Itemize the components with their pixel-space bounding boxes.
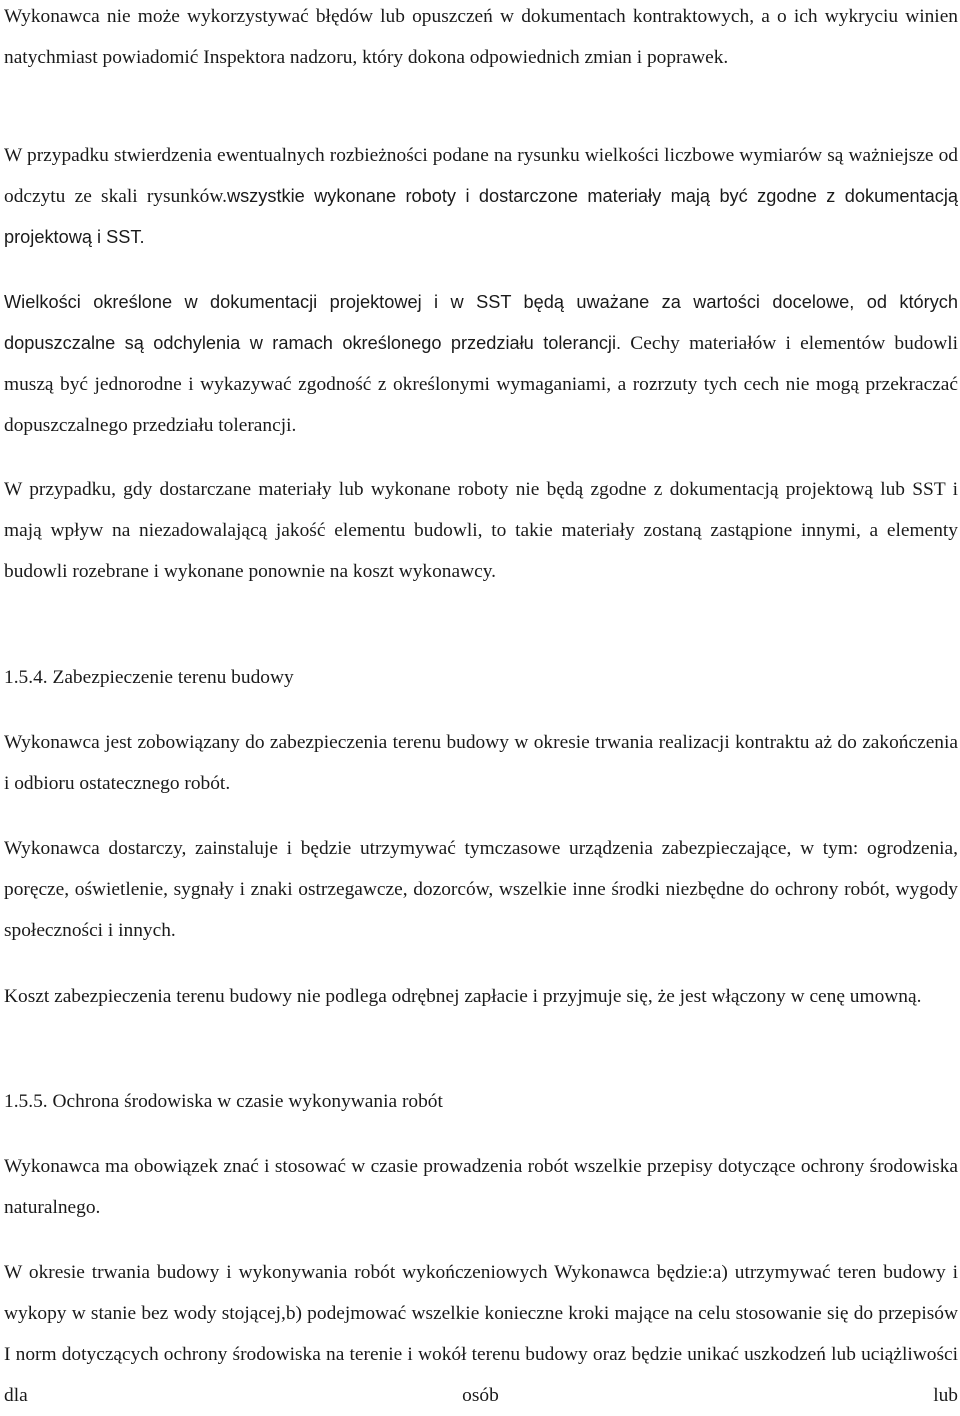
paragraph-tolerances-sans-text: Wielkości określone w dokumentacji projektowej i w SST będą uważane za wartości docelowe, od których dopuszczalne są odchylenia w ramach określonego przedziału tolerancji.: [4, 292, 958, 353]
paragraph-drawing-dimensions: [4, 135, 958, 258]
paragraph-tolerances: [4, 282, 958, 446]
paragraph-drawing-dimensions-text: W przypadku stwierdzenia ewentualnych rozbieżności podane na rysunku wielkości liczbowe wymiarów są ważniejsze od odczytu ze skali rysunków.: [4, 145, 958, 207]
paragraph-environment-obligation: Wykonawca ma obowiązek znać i stosować w czasie prowadzenia robót wszelkie przepisy dotyczące ochrony środowiska naturalnego.: [4, 1156, 958, 1218]
paragraph-security-devices: Wykonawca dostarczy, zainstaluje i będzie utrzymywać tymczasowe urządzenia zabezpieczające, w tym: ogrodzenia, poręcze, oświetlenie, sygnały i znaki ostrzegawcze, dozorców, wszelkie inne środki niezbędne do ochrony robót, wygody społeczności i innych.: [4, 838, 958, 941]
section-heading-1-5-4: 1.5.4. Zabezpieczenie terenu budowy: [4, 667, 294, 688]
paragraph-drawing-dimensions-sans-text: wszystkie wykonane roboty i dostarczone materiały mają być zgodne z dokumentacją projektową i SST.: [4, 186, 958, 247]
paragraph-tolerances-text: Cechy materiałów i elementów budowli muszą być jednorodne i wykazywać zgodność z określonymi wymaganiami, a rozrzuty tych cech nie mogą przekraczać dopuszczalnego przedziału tolerancji.: [4, 333, 958, 436]
paragraph-site-security: Wykonawca jest zobowiązany do zabezpieczenia terenu budowy w okresie trwania realizacji kontraktu aż do zakończenia i odbioru ostatecznego robót.: [4, 732, 958, 794]
paragraph-errors-notice: Wykonawca nie może wykorzystywać błędów lub opuszczeń w dokumentach kontraktowych, a o ich wykryciu winien natychmiast powiadomić Inspektora nadzoru, który dokona odpowiednich zmian i poprawek.: [4, 6, 958, 68]
paragraph-environment-duties: W okresie trwania budowy i wykonywania robót wykończeniowych Wykonawca będzie:a) utrzymywać teren budowy i wykopy w stanie bez wody stojącej,b) podejmować wszelkie konieczne kroki mające na celu stosowanie się do przepisów I norm dotyczących ochrony środowiska na terenie i wokół terenu budowy oraz będzie unikać uszkodzeń lub uciążliwości dla osób lub: [4, 1262, 958, 1406]
paragraph-nonconforming-materials: W przypadku, gdy dostarczane materiały lub wykonane roboty nie będą zgodne z dokumentacją projektową lub SST i mają wpływ na niezadowalającą jakość elementu budowli, to takie materiały zostaną zastąpione innymi, a elementy budowli rozebrane i wykonane ponownie na koszt wykonawcy.: [4, 479, 958, 582]
section-heading-1-5-5: 1.5.5. Ochrona środowiska w czasie wykonywania robót: [4, 1091, 443, 1112]
paragraph-security-cost: Koszt zabezpieczenia terenu budowy nie podlega odrębnej zapłacie i przyjmuje się, że jest włączony w cenę umowną.: [4, 986, 922, 1007]
